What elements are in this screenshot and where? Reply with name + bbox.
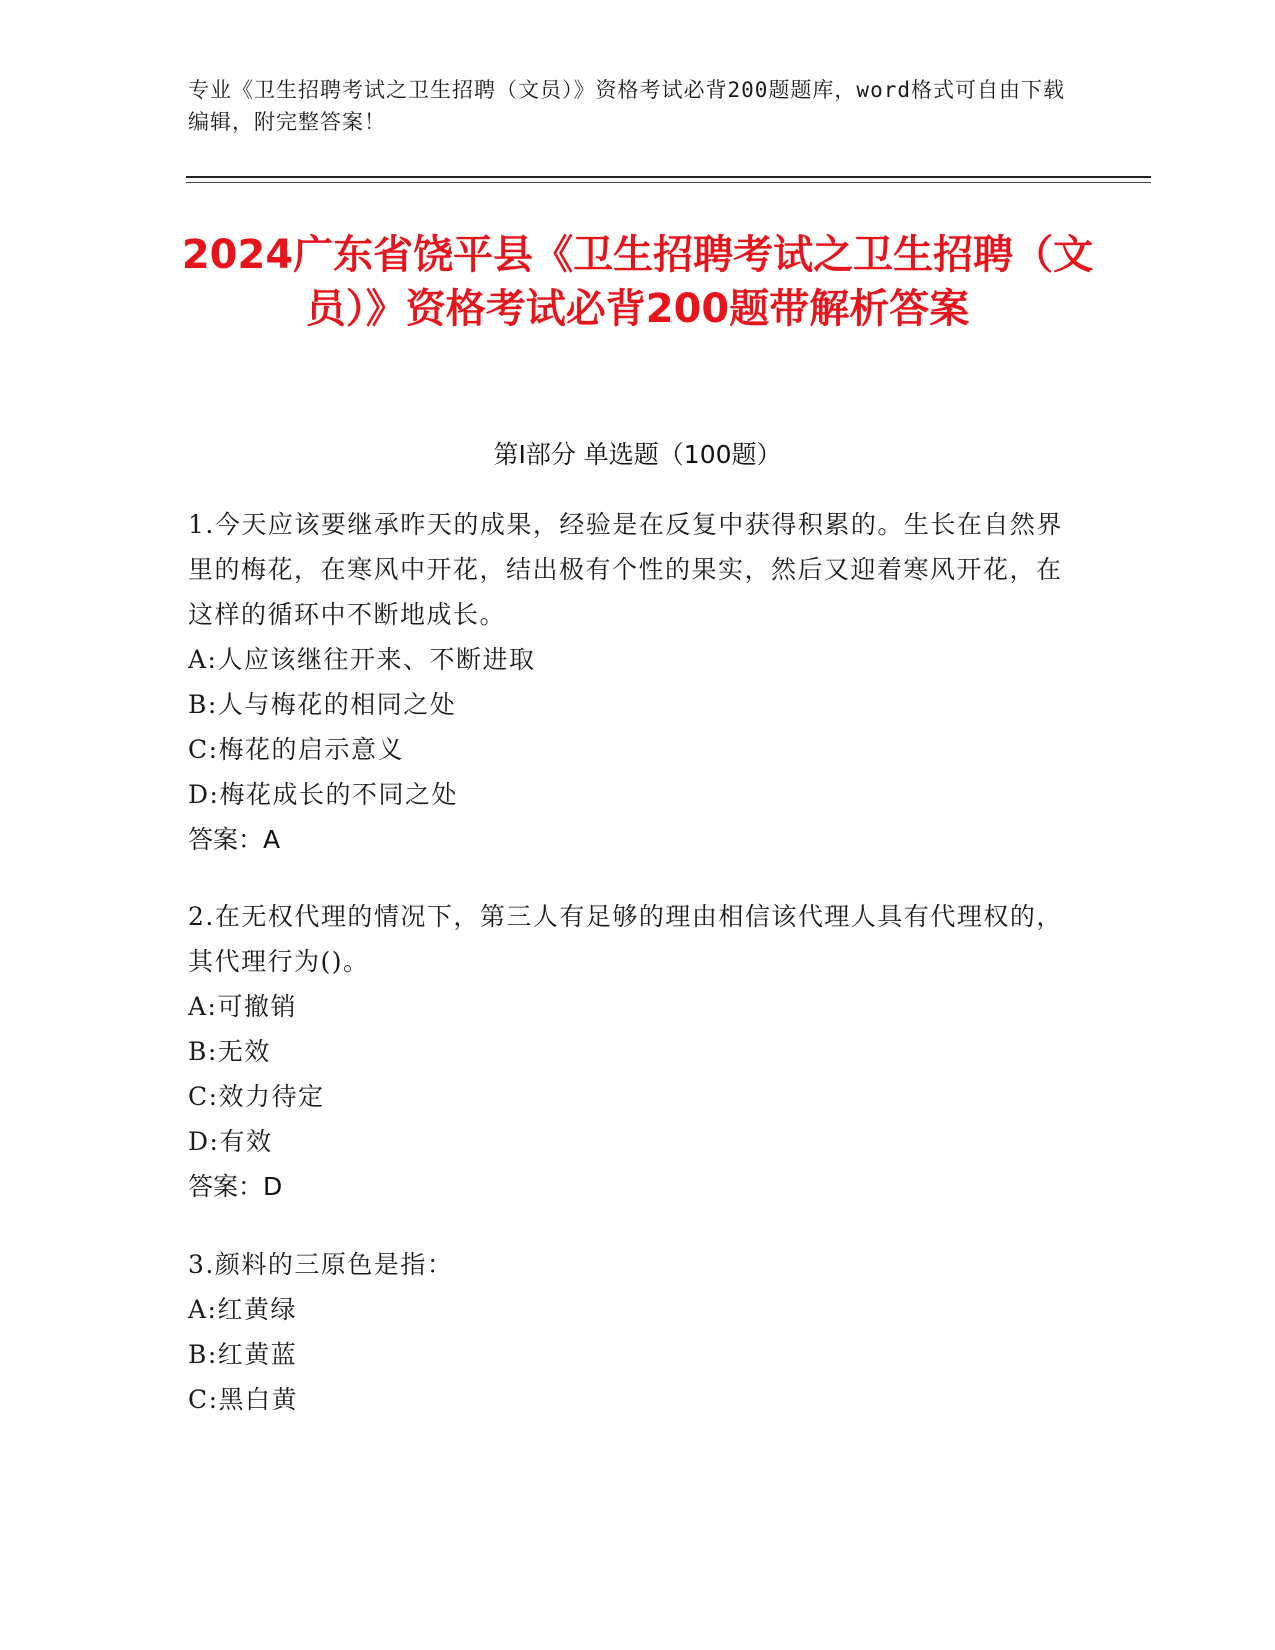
question-2 <box>188 894 1068 1209</box>
header-divider <box>186 176 1151 178</box>
option-b: B:无效 <box>188 1037 271 1066</box>
header-divider-thin <box>186 182 1151 183</box>
option-a: A:红黄绿 <box>188 1295 297 1324</box>
answer-line: 答案：D <box>188 1172 283 1201</box>
question-1 <box>188 502 1068 862</box>
option-a: A:人应该继往开来、不断进取 <box>188 645 536 674</box>
section-heading: 第I部分 单选题（100题） <box>493 440 782 469</box>
header-note: 专业《卫生招聘考试之卫生招聘（文员）》资格考试必背200题题库，word格式可自由下载编辑，附完整答案！ <box>188 78 1065 134</box>
question-stem: 3.颜料的三原色是指： <box>188 1250 454 1279</box>
option-b: B:人与梅花的相同之处 <box>188 690 457 719</box>
question-3 <box>188 1242 1068 1422</box>
option-b: B:红黄蓝 <box>188 1340 298 1369</box>
document-title: 2024广东省饶平县《卫生招聘考试之卫生招聘（文员）》资格考试必背200题带解析答案 <box>181 232 1094 332</box>
question-stem: 2.在无权代理的情况下，第三人有足够的理由相信该代理人具有代理权的，其代理行为()。 <box>188 902 1063 976</box>
option-c: C:效力待定 <box>188 1082 325 1111</box>
answer-line: 答案：A <box>188 825 281 854</box>
option-d: D:有效 <box>188 1127 273 1156</box>
option-c: C:黑白黄 <box>188 1385 299 1414</box>
question-stem: 1.今天应该要继承昨天的成果，经验是在反复中获得积累的。生长在自然界里的梅花，在寒风中开花，结出极有个性的果实，然后又迎着寒风开花，在这样的循环中不断地成长。 <box>188 510 1063 629</box>
option-c: C:梅花的启示意义 <box>188 735 405 764</box>
option-d: D:梅花成长的不同之处 <box>188 780 458 809</box>
option-a: A:可撤销 <box>188 992 297 1021</box>
